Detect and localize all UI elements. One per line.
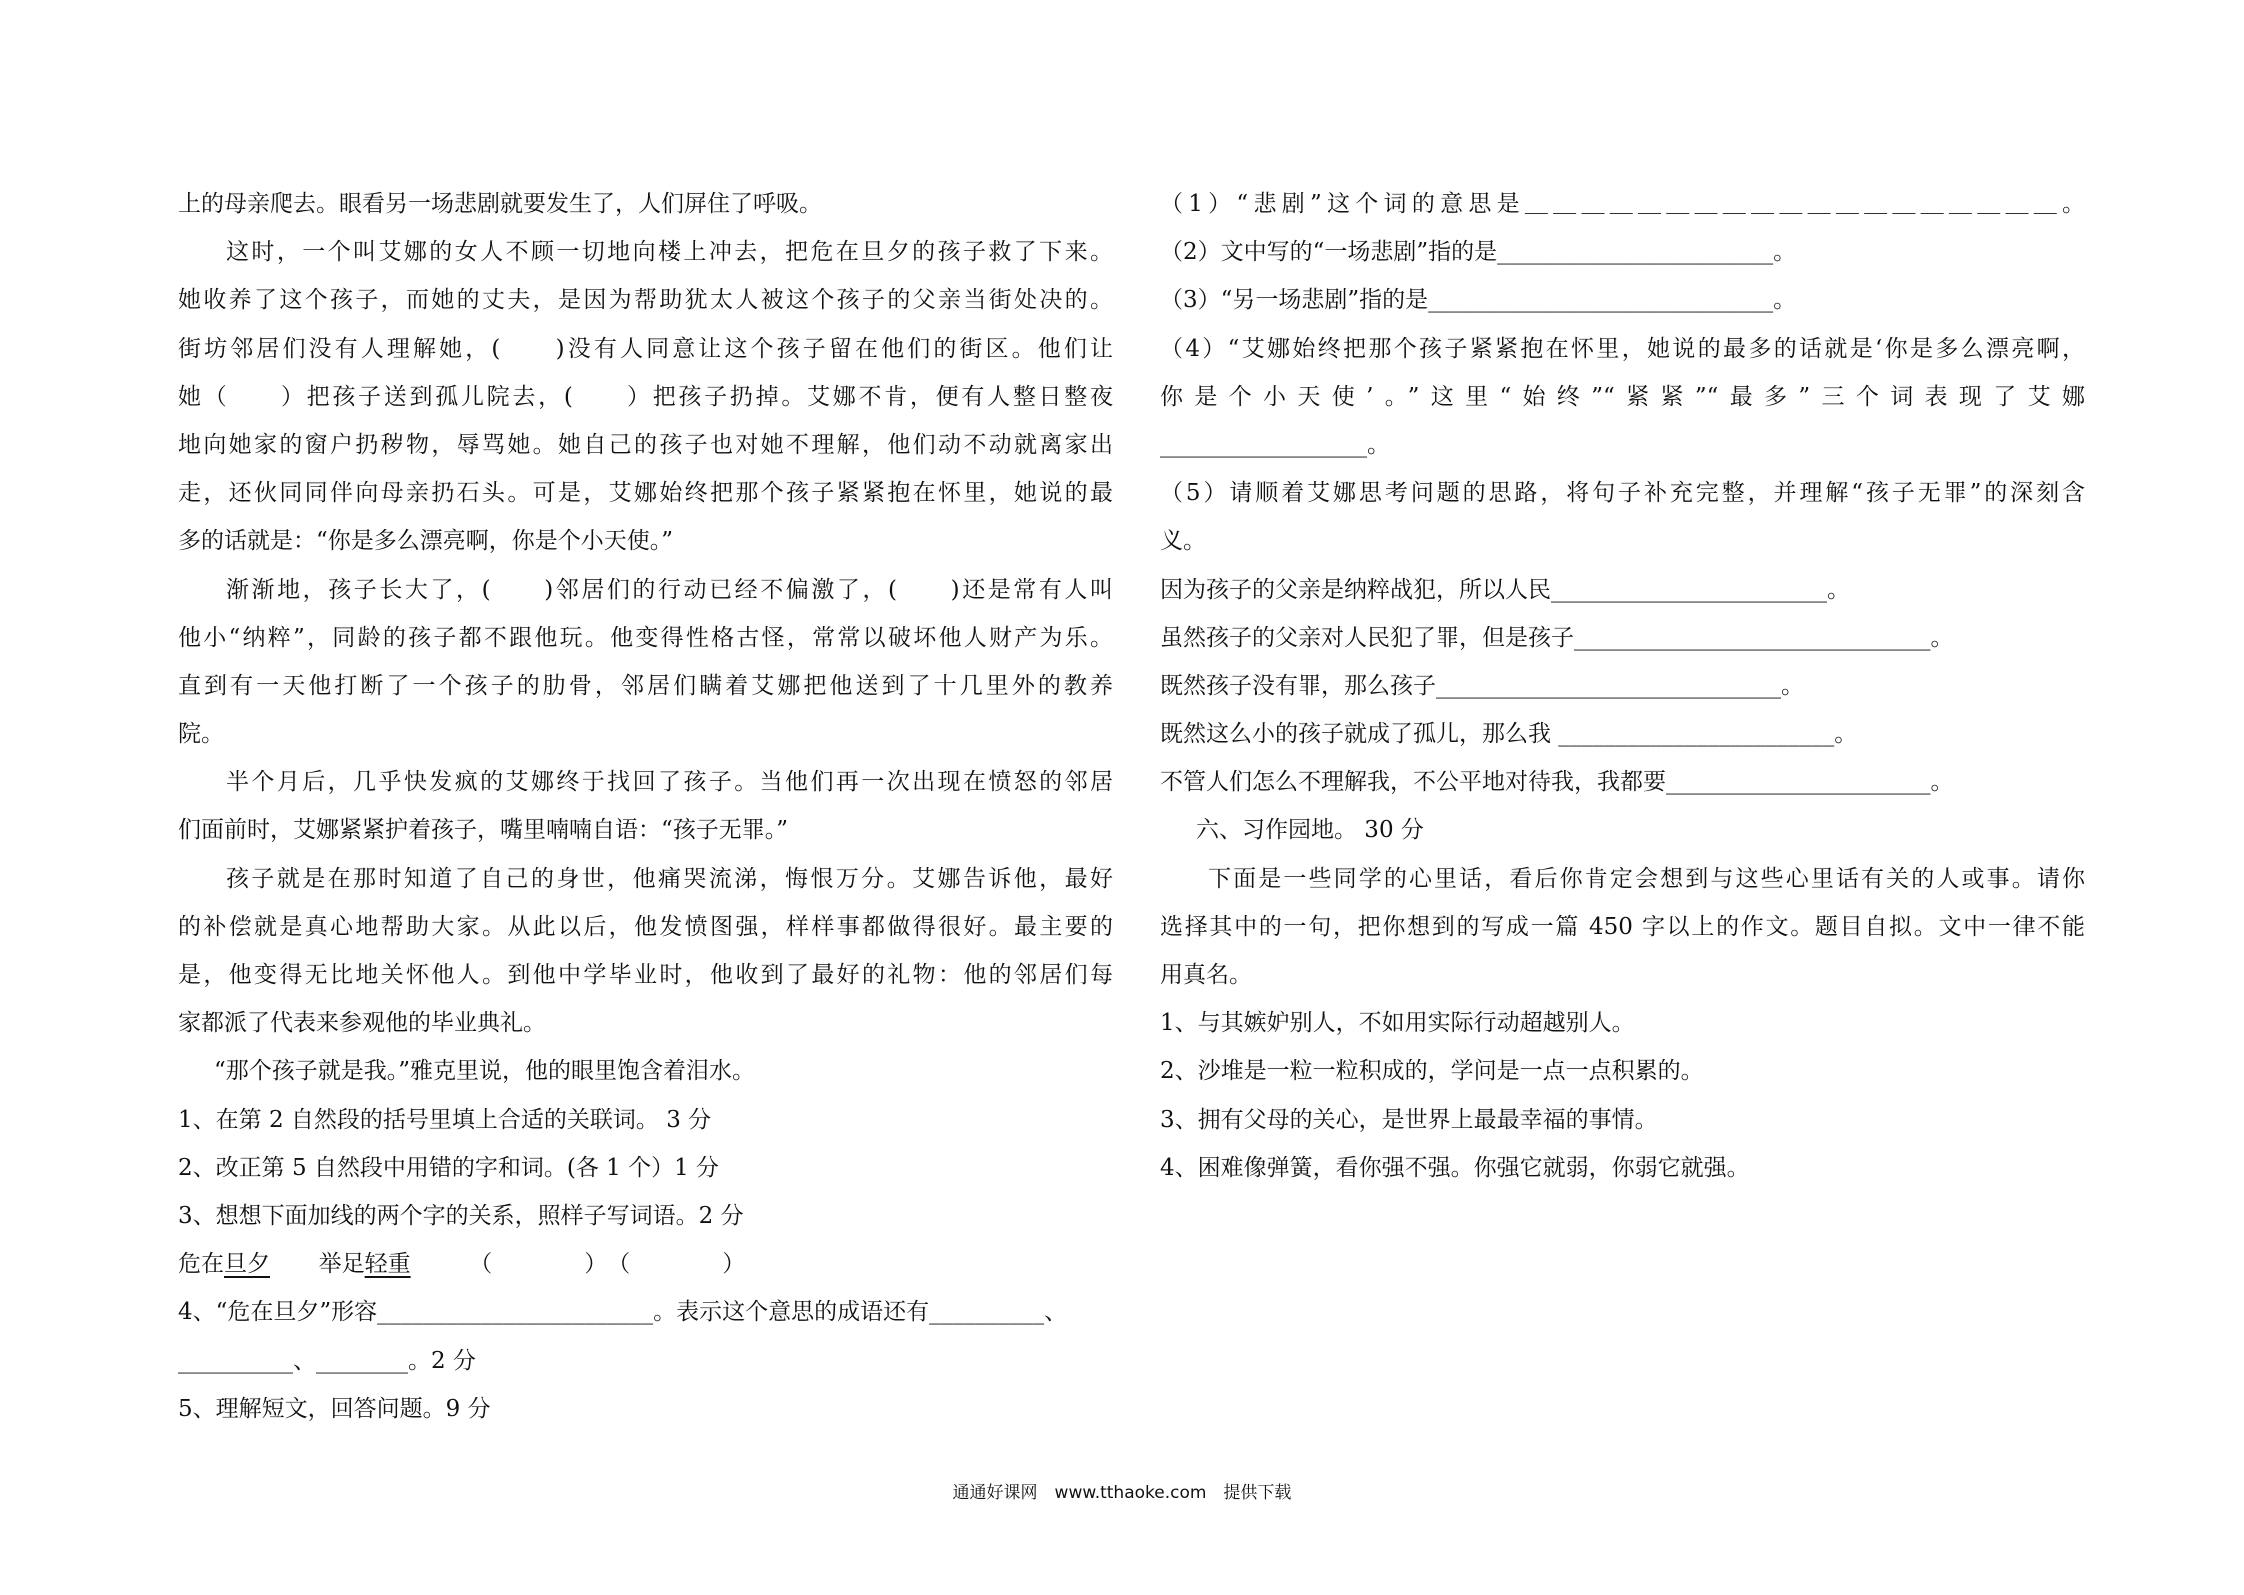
sentence-5: 不管人们怎么不理解我，不公平地对待我，我都要_______________________。 — [1160, 769, 1954, 796]
sub-question-2: （2）文中写的“一场悲剧”指的是________________________。 — [1160, 239, 1797, 266]
passage-line: 是，他变得无比地关怀他人。到他中学毕业时，他收到了最好的礼物：他的邻居们每 — [178, 962, 1113, 988]
answer-blanks[interactable]: （ ） （ ） — [469, 1251, 746, 1278]
sub-question-1: （1）“悲剧”这个词的意思是＿＿＿＿＿＿＿＿＿＿＿＿＿＿＿＿＿＿＿。 — [1160, 191, 2085, 217]
sub-question-4-cont: 你是个小天使’。”这里“始终”“紧紧”“最多”三个词表现了艾娜 — [1160, 383, 2085, 410]
question-4-cont: __________、________。2 分 — [178, 1347, 476, 1374]
passage-line: 院。 — [178, 721, 224, 748]
question-2: 2、改正第 5 自然段中用错的字和词。(各 1 个）1 分 — [178, 1154, 720, 1181]
example-word-2: 举足轻重 — [318, 1251, 411, 1278]
writing-prompt: 用真名。 — [1160, 962, 1252, 988]
passage-line: 街坊邻居们没有人理解她，( )没有人同意让这个孩子留在他们的街区。他们让 — [178, 335, 1113, 362]
passage-line: 半个月后，几乎快发疯的艾娜终于找回了孩子。当他们再一次出现在愤怒的邻居 — [226, 769, 1113, 796]
passage-line: 上的母亲爬去。眼看另一场悲剧就要发生了，人们屏住了呼吸。 — [178, 191, 822, 217]
page-footer: 通通好课网 www.tthaoke.com 提供下载 — [952, 1483, 1292, 1503]
sentence-1: 因为孩子的父亲是纳粹战犯，所以人民________________________。 — [1160, 576, 1850, 603]
passage-line: 们面前时，艾娜紧紧护着孩子，嘴里喃喃自语：“孩子无罪。” — [178, 817, 789, 844]
section-6-heading: 六、习作园地。 30 分 — [1196, 817, 1424, 844]
passage-line: 渐渐地，孩子长大了，( )邻居们的行动已经不偏激了，( )还是常有人叫 — [226, 576, 1113, 603]
question-3: 3、想想下面加线的两个字的关系，照样子写词语。2 分 — [178, 1202, 744, 1229]
question-4: 4、“危在旦夕”形容________________________。表示这个意思的成语还有__________、 — [178, 1299, 1068, 1326]
sub-question-4-blank: __________________。 — [1160, 431, 1390, 458]
sentence-4: 既然这么小的孩子就成了孤儿，那么我 ________________________。 — [1160, 721, 1858, 748]
sentence-3: 既然孩子没有罪，那么孩子______________________________。 — [1160, 672, 1804, 699]
passage-line: 她收养了这个孩子，而她的丈夫，是因为帮助犹太人被这个孩子的父亲当街处决的。 — [178, 287, 1113, 314]
passage-line: 走，还伙同同伴向母亲扔石头。可是，艾娜始终把那个孩子紧紧抱在怀里，她说的最 — [178, 480, 1113, 507]
prompt-option-4: 4、困难像弹簧，看你强不强。你强它就弱，你弱它就强。 — [1160, 1154, 1750, 1181]
question-5: 5、理解短文，回答问题。9 分 — [178, 1395, 491, 1422]
question-3-examples — [178, 1240, 1113, 1288]
passage-line: 直到有一天他打断了一个孩子的肋骨，邻居们瞒着艾娜把他送到了十几里外的教养 — [178, 672, 1113, 699]
writing-prompt: 下面是一些同学的心里话，看后你肯定会想到与这些心里话有关的人或事。请你 — [1208, 865, 2085, 892]
passage-line: 她（ ）把孩子送到孤儿院去，( ）把孩子扔掉。艾娜不肯，便有人整日整夜 — [178, 383, 1113, 410]
question-1: 1、在第 2 自然段的括号里填上合适的关联词。 3 分 — [178, 1106, 712, 1133]
sentence-2: 虽然孩子的父亲对人民犯了罪，但是孩子_______________________________。 — [1160, 624, 1954, 651]
passage-line: 的补偿就是真心地帮助大家。从此以后，他发愤图强，样样事都做得很好。最主要的 — [178, 913, 1113, 940]
passage-line: 这时，一个叫艾娜的女人不顾一切地向楼上冲去，把危在旦夕的孩子救了下来。 — [226, 239, 1113, 266]
passage-line: 家都派了代表来参观他的毕业典礼。 — [178, 1010, 546, 1037]
passage-line: 孩子就是在那时知道了自己的身世，他痛哭流涕，悔恨万分。艾娜告诉他，最好 — [226, 865, 1113, 892]
prompt-option-1: 1、与其嫉妒别人，不如用实际行动超越别人。 — [1160, 1010, 1635, 1037]
sub-question-5: （5）请顺着艾娜思考问题的思路，将句子补充完整，并理解“孩子无罪”的深刻含 — [1160, 480, 2085, 507]
writing-prompt: 选择其中的一句，把你想到的写成一篇 450 字以上的作文。题目自拟。文中一律不能 — [1160, 913, 2085, 940]
sub-question-3: （3）“另一场悲剧”指的是______________________________。 — [1160, 287, 1797, 314]
prompt-option-2: 2、沙堆是一粒一粒积成的，学问是一点一点积累的。 — [1160, 1058, 1704, 1085]
prompt-option-3: 3、拥有父母的关心，是世界上最最幸福的事情。 — [1160, 1106, 1658, 1133]
right-column — [1160, 180, 2085, 1192]
left-column — [178, 180, 1113, 1433]
example-word-1: 危在旦夕 — [178, 1251, 270, 1278]
passage-line: “那个孩子就是我。”雅克里说，他的眼里饱含着泪水。 — [214, 1058, 756, 1085]
passage-line: 他小“纳粹”，同龄的孩子都不跟他玩。他变得性格古怪，常常以破坏他人财产为乐。 — [178, 624, 1113, 651]
sub-question-5-cont: 义。 — [1160, 528, 1206, 555]
passage-line: 地向她家的窗户扔秽物，辱骂她。她自己的孩子也对她不理解，他们动不动就离家出 — [178, 431, 1113, 458]
sub-question-4: （4）“艾娜始终把那个孩子紧紧抱在怀里，她说的最多的话就是‘你是多么漂亮啊， — [1160, 335, 2085, 362]
passage-line: 多的话就是：“你是多么漂亮啊，你是个小天使。” — [178, 528, 674, 555]
